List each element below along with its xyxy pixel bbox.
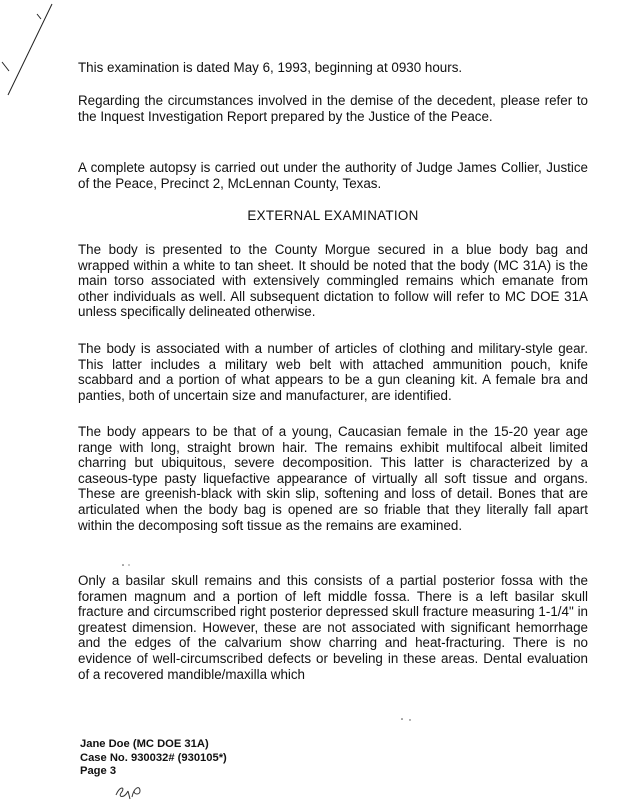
external-paragraph: The body is associated with a number of articles of clothing and military-style gear. This latter includes a military web belt with attached ammunition pouch, knife scabbard and a portion of what appears to be a gun cleaning kit. A female bra and panties, both of uncertain size and manufacturer, are identified. bbox=[78, 341, 588, 403]
autopsy-authority-paragraph: A complete autopsy is carried out under the authority of Judge James Collier, Justice of the Peace, Precinct 2, McLennan County, Texas. bbox=[78, 160, 588, 191]
footer-page-number: Page 3 bbox=[80, 765, 117, 777]
exam-date-paragraph: This examination is dated May 6, 1993, beginning at 0930 hours. bbox=[78, 60, 463, 75]
section-heading: EXTERNAL EXAMINATION bbox=[247, 208, 419, 223]
external-paragraph: Only a basilar skull remains and this consists of a partial posterior fossa with the foramen magnum and a portion of left middle fossa. There is a left basilar skull fracture and circumscribed right posterior depressed skull fracture measuring 1-1/4" in greatest dimension. However, these are not associated with significant hemorrhage and the edges of the calvarium show charring and heat-fracturing. There is no evidence of well-circumscribed defects or beveling in these areas. Dental evaluation of a recovered mandible/maxilla which bbox=[78, 573, 588, 682]
footer-case-number: Case No. 930032# (930105*) bbox=[80, 751, 227, 764]
external-paragraph: The body is presented to the County Morgue secured in a blue body bag and wrapped within a white to tan sheet. It should be noted that the body (MC 31A) is the main torso associated with extensively commingled remains which emanate from other individuals as well. All subsequent dictation to follow will refer to MC DOE 31A unless specifically delineated otherwise. bbox=[78, 242, 588, 320]
circumstances-paragraph: Regarding the circumstances involved in the demise of the decedent, please refer to the Inquest Investigation Report prepared by the Justice of the Peace. bbox=[78, 93, 588, 124]
footer-name: Jane Doe (MC DOE 31A) bbox=[80, 738, 209, 750]
external-paragraph: The body appears to be that of a young, Caucasian female in the 15-20 year age range with long, straight brown hair. The remains exhibit multifocal albeit limited charring but ubiquitous, severe decomposition. This latter is characterized by a caseous-type pasty liquefactive appearance of virtually all soft tissue and organs. These are greenish-black with skin slip, softening and loss of detail. Bones that are articulated when the body bag is opened are so friable that they literally fall apart within the decomposing soft tissue as the remains are examined. bbox=[78, 424, 588, 533]
